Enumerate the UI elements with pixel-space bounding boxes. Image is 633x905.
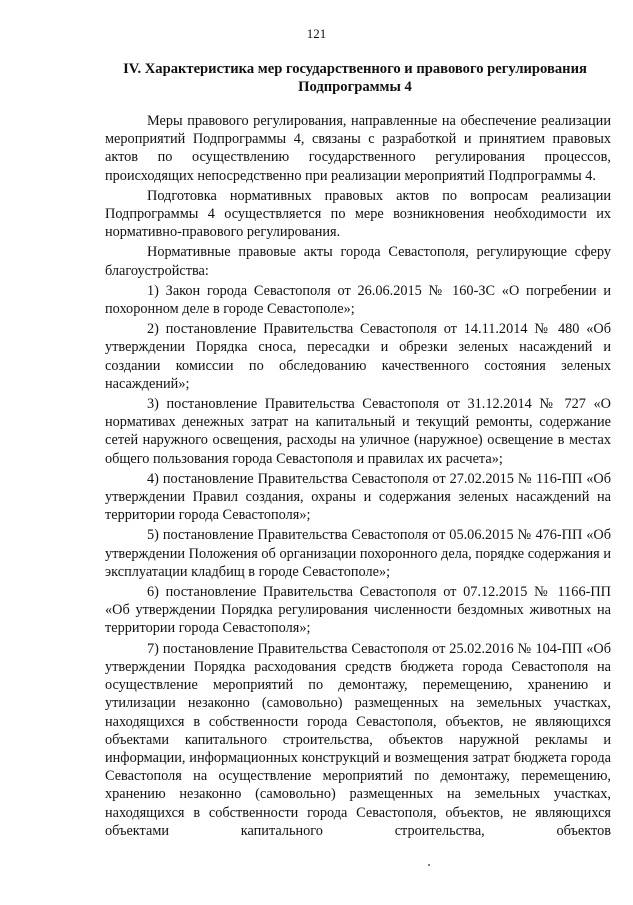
list-item-resolution-104: 7) постановление Правительства Севастополя от 25.02.2016 № 104-ПП «Об утверждении Порядка расходования средств бюджета города Севастополя на осуществление мероприятий по демонтажу, перемещению, хранению и утилизации незаконно (самовольно) размещенных на земельных участках, находящихся в собственности города Севастополя, объектов, не являющихся объектами капитального строительства, объектов наружной рекламы и информации, информационных конструкций и возмещения затрат бюджета города Севастополя на осуществление мероприятий по демонтажу, перемещению, хранению незаконно (самовольно) размещенных на земельных участках, находящихся в собственности города Севастополя, объектов, не являющихся объектами капитального строительства, объектов xyxy=(105,640,611,839)
list-item-resolution-476: 5) постановление Правительства Севастополя от 05.06.2015 № 476-ПП «Об утверждении Положения об организации похоронного дела, порядке содержания и эксплуатации кладбищ в городе Севастополе»; xyxy=(105,527,611,580)
list-item-resolution-480: 2) постановление Правительства Севастополя от 14.11.2014 № 480 «Об утверждении Порядка сноса, пересадки и обрезки зеленых насаждений и создании комиссии по обследованию качественного состояния зеленых насаждений»; xyxy=(105,321,611,392)
list-item-law-160: 1) Закон города Севастополя от 26.06.2015 № 160-ЗС «О погребении и похоронном деле в городе Севастополе»; xyxy=(105,282,611,318)
body-text xyxy=(105,112,611,842)
page-number: 121 xyxy=(306,26,327,41)
list-item-resolution-1166: 6) постановление Правительства Севастополя от 07.12.2015 № 1166-ПП «Об утверждении Порядка регулирования численности бездомных животных на территории города Севастополя»; xyxy=(105,584,611,637)
paragraph-acts-list-intro: Нормативные правовые акты города Севастополя, регулирующие сферу благоустройства: xyxy=(105,244,611,279)
list-item-resolution-116: 4) постановление Правительства Севастополя от 27.02.2015 № 116-ПП «Об утверждении Правил создания, охраны и содержания зеленых насаждений на территории города Севастополя»; xyxy=(105,470,611,524)
section-heading xyxy=(100,60,610,96)
list-item-resolution-727: 3) постановление Правительства Севастополя от 31.12.2014 № 727 «О нормативах денежных затрат на капитальный и текущий ремонты, содержание сетей наружного освещения, расходы на уличное (наружное) освещение в местах общего пользования города Севастополя и правилах их расчета»; xyxy=(105,396,611,467)
section-heading-line-1: IV. Характеристика мер государственного и правового регулирования xyxy=(123,61,587,77)
scan-speck xyxy=(428,864,430,866)
paragraph-intro: Меры правового регулирования, направленные на обеспечение реализации мероприятий Подпрограммы 4, связаны с разработкой и принятием правовых актов по осуществлению государственного регулирования процессов, происходящих непосредственно при реализации мероприятий Подпрограммы 4. xyxy=(105,113,611,184)
section-heading-line-2: Подпрограммы 4 xyxy=(298,79,412,95)
paragraph-preparation: Подготовка нормативных правовых актов по вопросам реализации Подпрограммы 4 осуществляется по мере возникновения необходимости их нормативно-правового регулирования. xyxy=(105,187,611,241)
